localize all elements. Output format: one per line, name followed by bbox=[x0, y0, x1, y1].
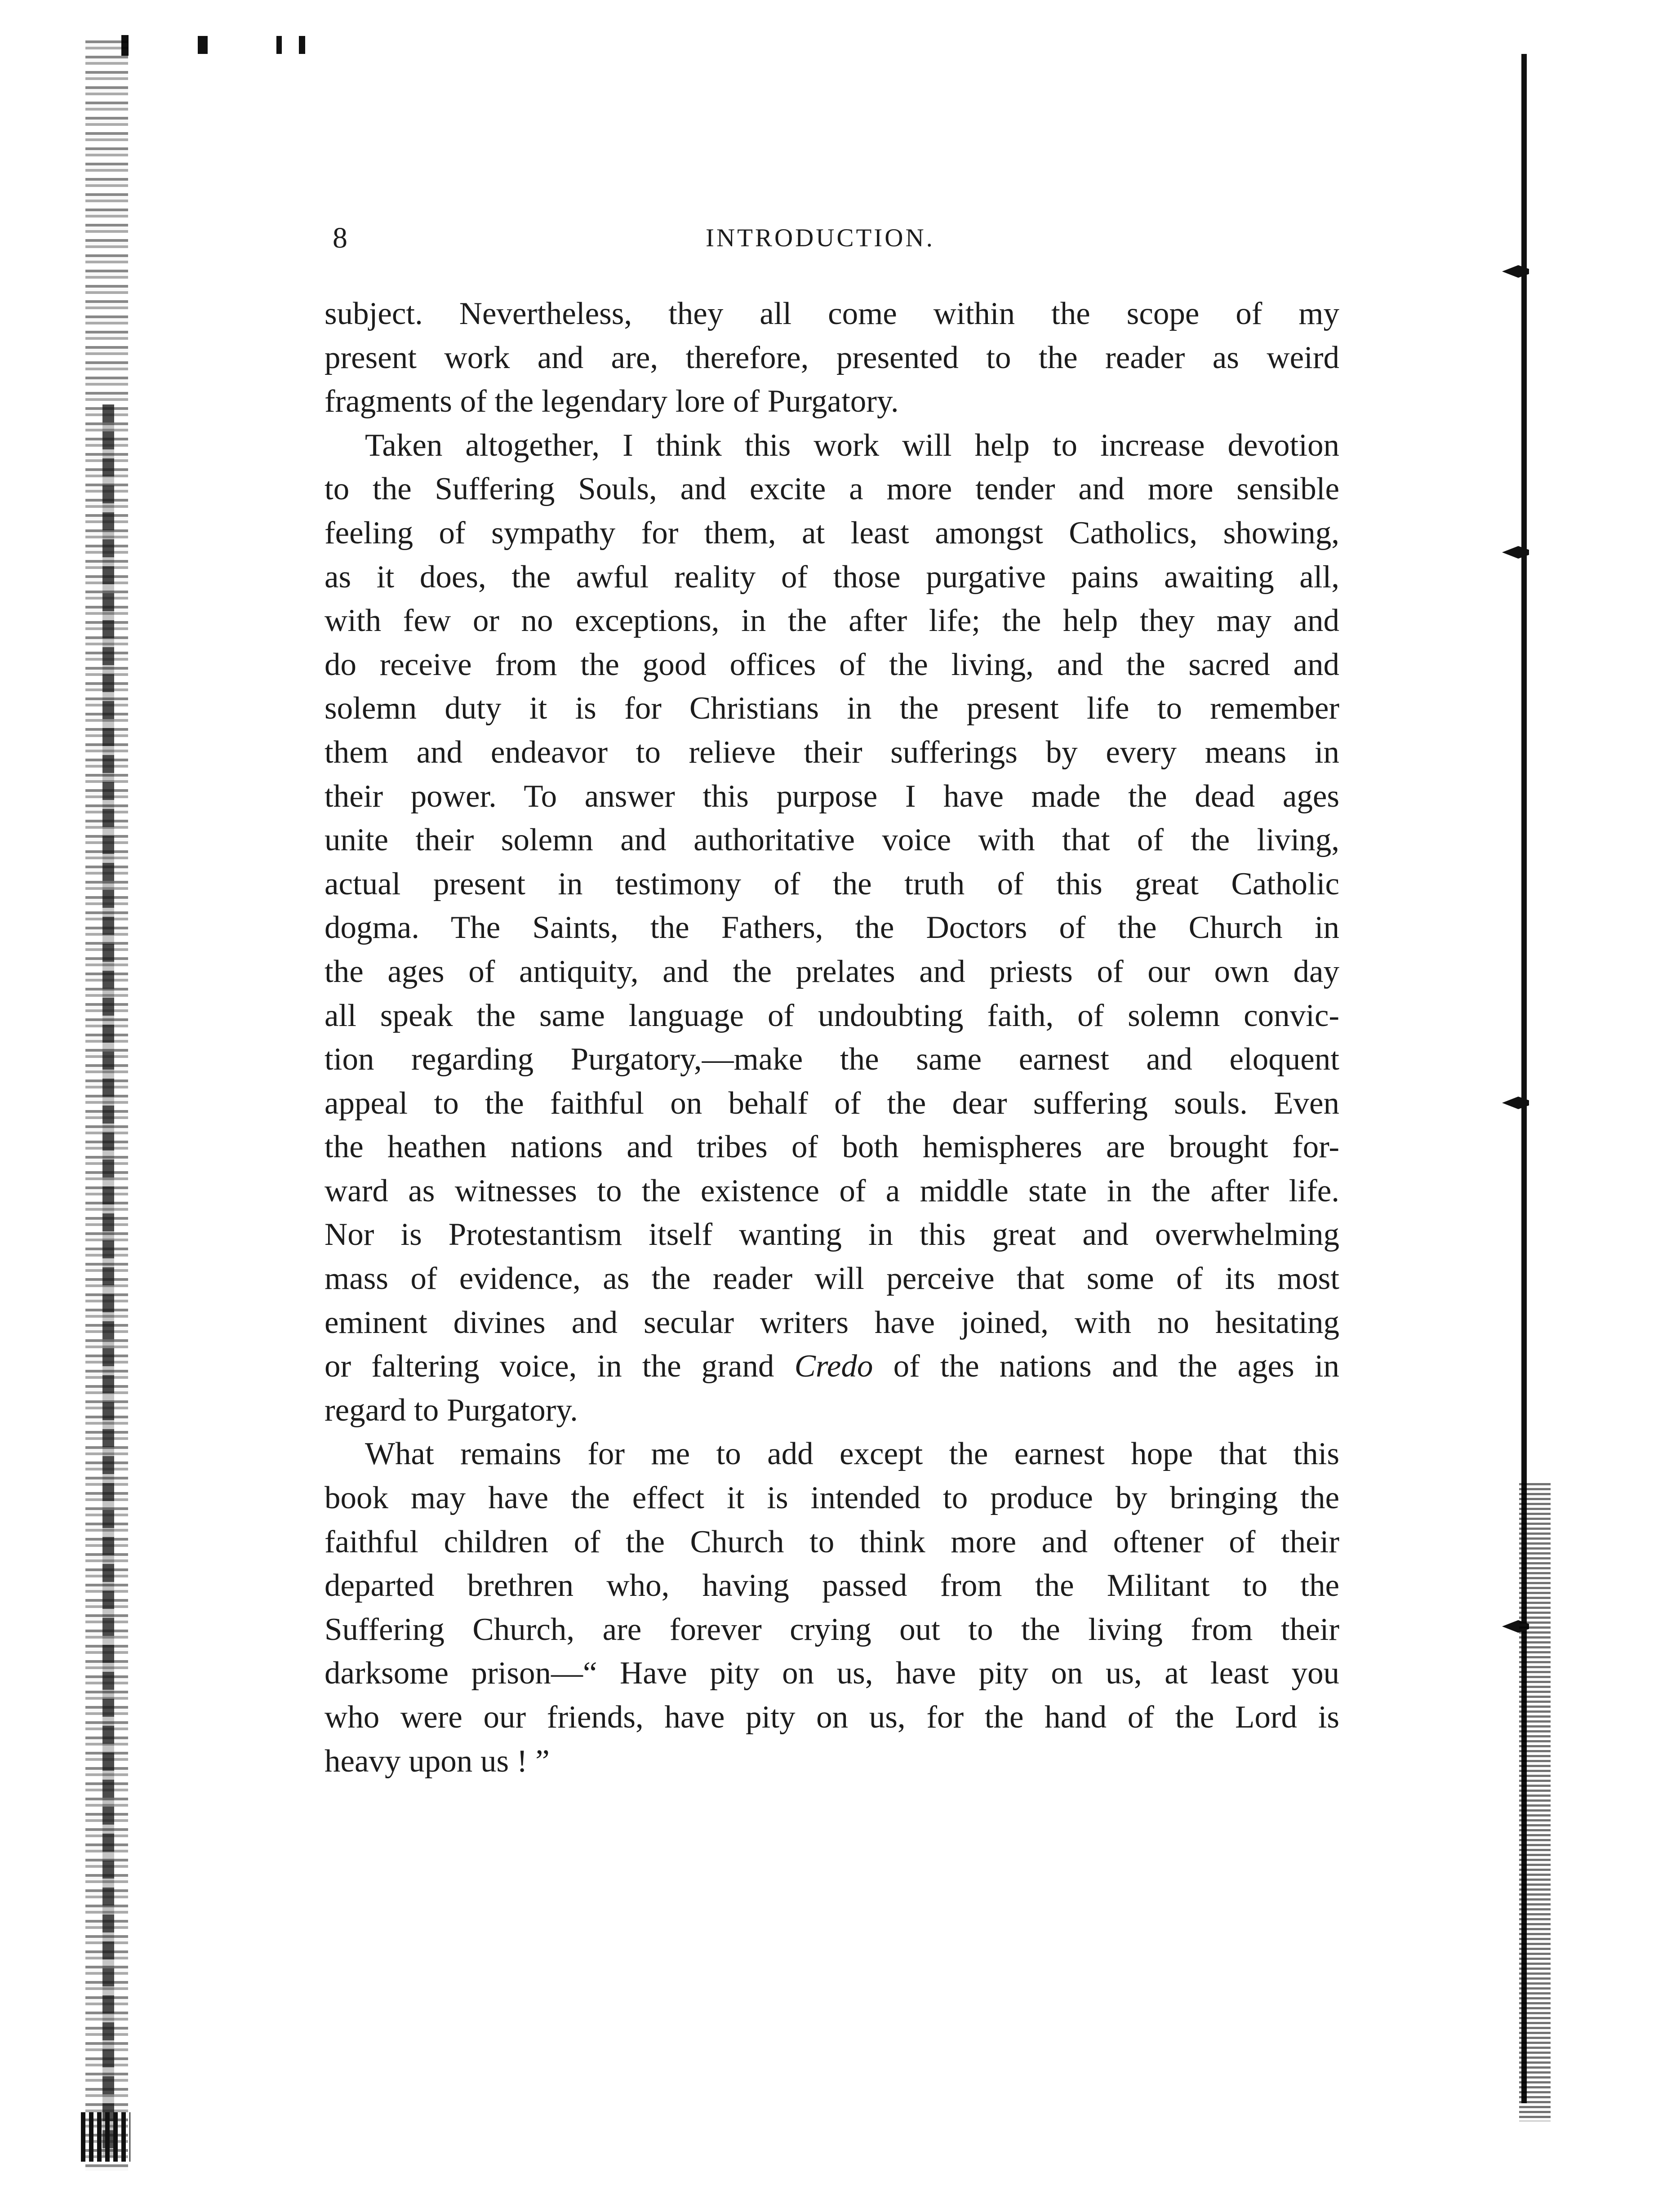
text-line: appeal to the faithful on behalf of the dear suffering souls. Even bbox=[325, 1085, 1339, 1121]
text-line-with-italic bbox=[325, 1345, 1339, 1389]
text-line: solemn duty it is for Christians in the present life to remember bbox=[325, 691, 1339, 726]
text-line: all speak the same language of undoubting faith, of solemn convic- bbox=[325, 998, 1339, 1033]
text-line: with few or no exceptions, in the after life; the help they may and bbox=[325, 603, 1339, 639]
text-line: heavy upon us ! ” bbox=[325, 1743, 550, 1779]
text-line: dogma. The Saints, the Fathers, the Doctors of the Church in bbox=[325, 910, 1339, 946]
text-line: as it does, the awful reality of those purgative pains awaiting all, bbox=[325, 559, 1339, 595]
text-line: unite their solemn and authoritative voice with that of the living, bbox=[325, 822, 1339, 858]
text-line: What remains for me to add except the earnest hope that this bbox=[365, 1436, 1339, 1472]
scan-mark bbox=[198, 36, 208, 54]
text-line: them and endeavor to relieve their sufferings by every means in bbox=[325, 734, 1339, 770]
scan-mark bbox=[276, 36, 282, 54]
text-line: Taken altogether, I think this work will help to increase devotion bbox=[365, 427, 1339, 463]
text-segment: or faltering voice, in the grand bbox=[325, 1349, 795, 1384]
text-line: faithful children of the Church to think more and oftener of their bbox=[325, 1524, 1339, 1559]
text-line: who were our friends, have pity on us, for the hand of the Lord is bbox=[325, 1700, 1339, 1735]
text-line: regard to Purgatory. bbox=[325, 1392, 578, 1428]
text-line: departed brethren who, having passed from the Militant to the bbox=[325, 1568, 1339, 1603]
text-line: present work and are, therefore, presented to the reader as weird bbox=[325, 340, 1339, 375]
left-binding-base bbox=[81, 2112, 130, 2162]
text-line: the heathen nations and tribes of both hemispheres are brought for- bbox=[325, 1129, 1339, 1165]
page-title: INTRODUCTION. bbox=[706, 224, 935, 252]
text-line: tion regarding Purgatory,—make the same earnest and eloquent bbox=[325, 1042, 1339, 1077]
text-line: subject. Nevertheless, they all come within the scope of my bbox=[325, 296, 1339, 331]
body-text bbox=[325, 292, 1339, 1783]
text-line: their power. To answer this purpose I have made the dead ages bbox=[325, 778, 1339, 814]
text-line: darksome prison—“ Have pity on us, have pity on us, at least you bbox=[325, 1656, 1339, 1691]
text-line: actual present in testimony of the truth of this great Catholic bbox=[325, 866, 1339, 902]
text-line: to the Suffering Souls, and excite a more tender and more sensible bbox=[325, 471, 1339, 507]
text-line: the ages of antiquity, and the prelates and priests of our own day bbox=[325, 954, 1339, 989]
text-line: eminent divines and secular writers have joined, with no hesitating bbox=[325, 1305, 1339, 1340]
text-line: ward as witnesses to the existence of a middle state in the after life. bbox=[325, 1173, 1339, 1208]
text-line: feeling of sympathy for them, at least amongst Catholics, showing, bbox=[325, 515, 1339, 551]
italic-word: Credo bbox=[794, 1349, 873, 1384]
text-line: fragments of the legendary lore of Purgatory. bbox=[325, 384, 899, 419]
text-line: Nor is Protestantism itself wanting in this great and overwhelming bbox=[325, 1217, 1339, 1253]
running-head bbox=[333, 218, 1339, 258]
scan-mark bbox=[299, 36, 305, 54]
right-binding-shadow bbox=[1519, 1483, 1551, 2121]
text-line: Suffering Church, are forever crying out to the living from their bbox=[325, 1612, 1339, 1647]
text-line: mass of evidence, as the reader will perceive that some of its most bbox=[325, 1261, 1339, 1297]
text-segment: of the nations and the ages in bbox=[873, 1349, 1339, 1384]
text-line: do receive from the good offices of the living, and the sacred and bbox=[325, 647, 1339, 682]
left-binding-shadow bbox=[102, 404, 114, 2157]
page-number: 8 bbox=[333, 222, 347, 254]
text-line: book may have the effect it is intended to produce by bringing the bbox=[325, 1480, 1339, 1516]
